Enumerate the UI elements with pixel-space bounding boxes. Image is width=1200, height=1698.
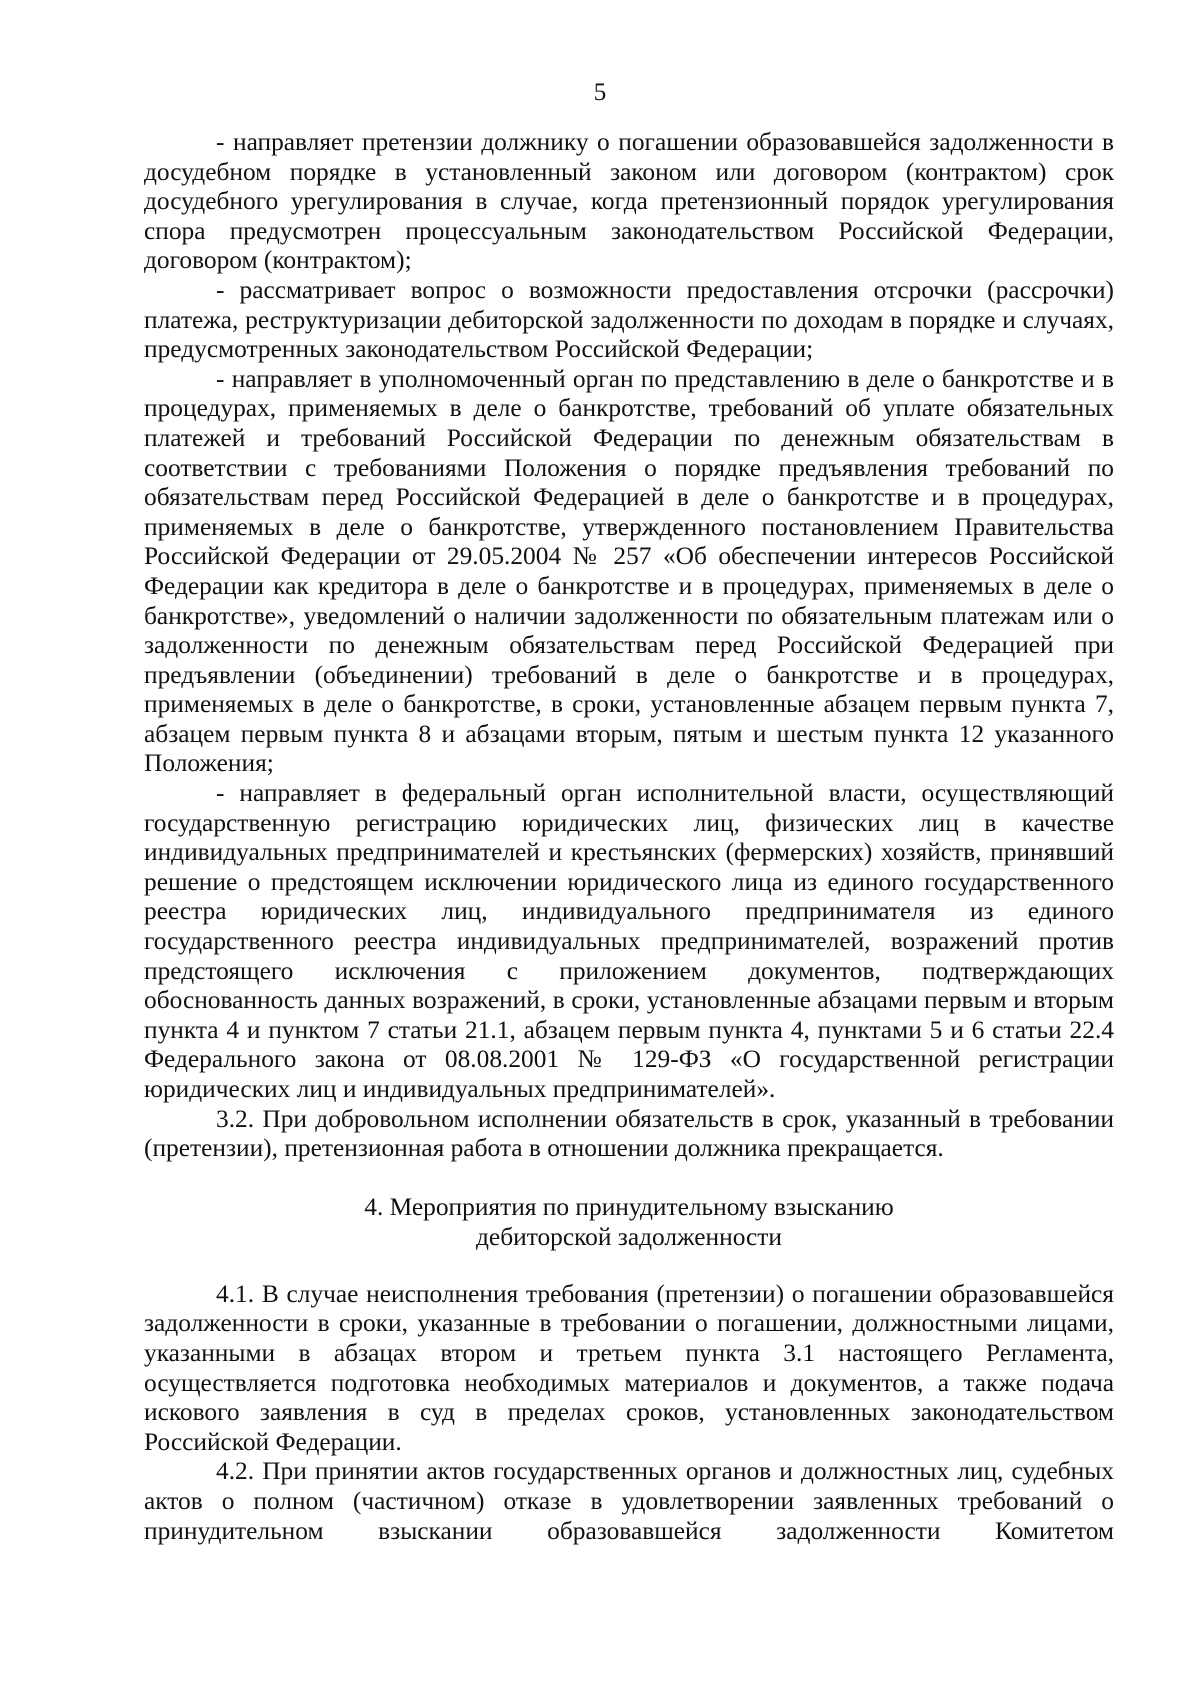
paragraph-deferral-consideration: - рассматривает вопрос о возможности предоставления отсрочки (рассрочки) платежа, реструктуризации дебиторской задолженности по доходам в порядке и случаях, предусмотренных законодательством Российской Федерации; (144, 275, 1114, 364)
section-heading-4 (144, 1192, 1114, 1252)
paragraph-bankruptcy-claims: - направляет в уполномоченный орган по представлению в деле о банкротстве и в процедурах, применяемых в деле о банкротстве, требований об уплате обязательных платежей и требований Российской Федерации по денежным обязательствам в соответствии с требованиями Положения о порядке предъявления требований по обязательствам перед Российской Федерацией в деле о банкротстве и в процедурах, применяемых в деле о банкротстве, утвержденного постановлением Правительства Российской Федерации от 29.05.2004 № 257 «Об обеспечении интересов Российской Федерации как кредитора в деле о банкротстве и в процедурах, применяемых в деле о банкротстве», уведомлений о наличии задолженности по обязательным платежам или о задолженности по денежным обязательствам перед Российской Федерацией при предъявлении (объединении) требований в деле о банкротстве и в процедурах, применяемых в деле о банкротстве, в сроки, установленные абзацем первым пункта 7, абзацем первым пункта 8 и абзацами вторым, пятым и шестым пункта 12 указанного Положения; (144, 364, 1114, 778)
paragraph-4-1: 4.1. В случае неисполнения требования (претензии) о погашении образовавшейся задолженности в сроки, указанные в требовании о погашении, должностными лицами, указанными в абзацах втором и третьем пункта 3.1 настоящего Регламента, осуществляется подготовка необходимых материалов и документов, а также подача искового заявления в суд в пределах сроков, установленных законодательством Российской Федерации. (144, 1279, 1114, 1456)
section-heading-line-2: дебиторской задолженности (476, 1222, 782, 1251)
paragraph-objections-to-exclusion: - направляет в федеральный орган исполнительной власти, осуществляющий государственную регистрацию юридических лиц, физических лиц в качестве индивидуальных предпринимателей и крестьянских (фермерских) хозяйств, принявший решение о предстоящем исключении юридического лица из единого государственного реестра юридических лиц, индивидуального предпринимателя из единого государственного реестра индивидуальных предпринимателей, возражений против предстоящего исключения с приложением документов, подтверждающих обоснованность данных возражений, в сроки, установленные абзацами первым и вторым пункта 4 и пунктом 7 статьи 21.1, абзацем первым пункта 4, пунктами 5 и 6 статьи 22.4 Федерального закона от 08.08.2001 № 129-ФЗ «О государственной регистрации юридических лиц и индивидуальных предпринимателей». (144, 779, 1114, 1103)
page-number: 5 (593, 79, 607, 106)
paragraph-4-2: 4.2. При принятии актов государственных органов и должностных лиц, судебных актов о полном (частичном) отказе в удовлетворении заявленных требований о принудительном взыскании образовавшейся задолженности Комитетом (144, 1457, 1114, 1545)
paragraph-claims-to-debtor: - направляет претензии должнику о погашении образовавшейся задолженности в досудебном порядке в установленный законом или договором (контрактом) срок досудебного урегулирования в случае, когда претензионный порядок урегулирования спора предусмотрен процессуальным законодательством Российской Федерации, договором (контрактом); (144, 128, 1114, 275)
document-body (144, 128, 1114, 1546)
section-heading-line-1: 4. Мероприятия по принудительному взысканию (364, 1192, 894, 1221)
paragraph-3-2: 3.2. При добровольном исполнении обязательств в срок, указанный в требовании (претензии), претензионная работа в отношении должника прекращается. (144, 1104, 1114, 1163)
